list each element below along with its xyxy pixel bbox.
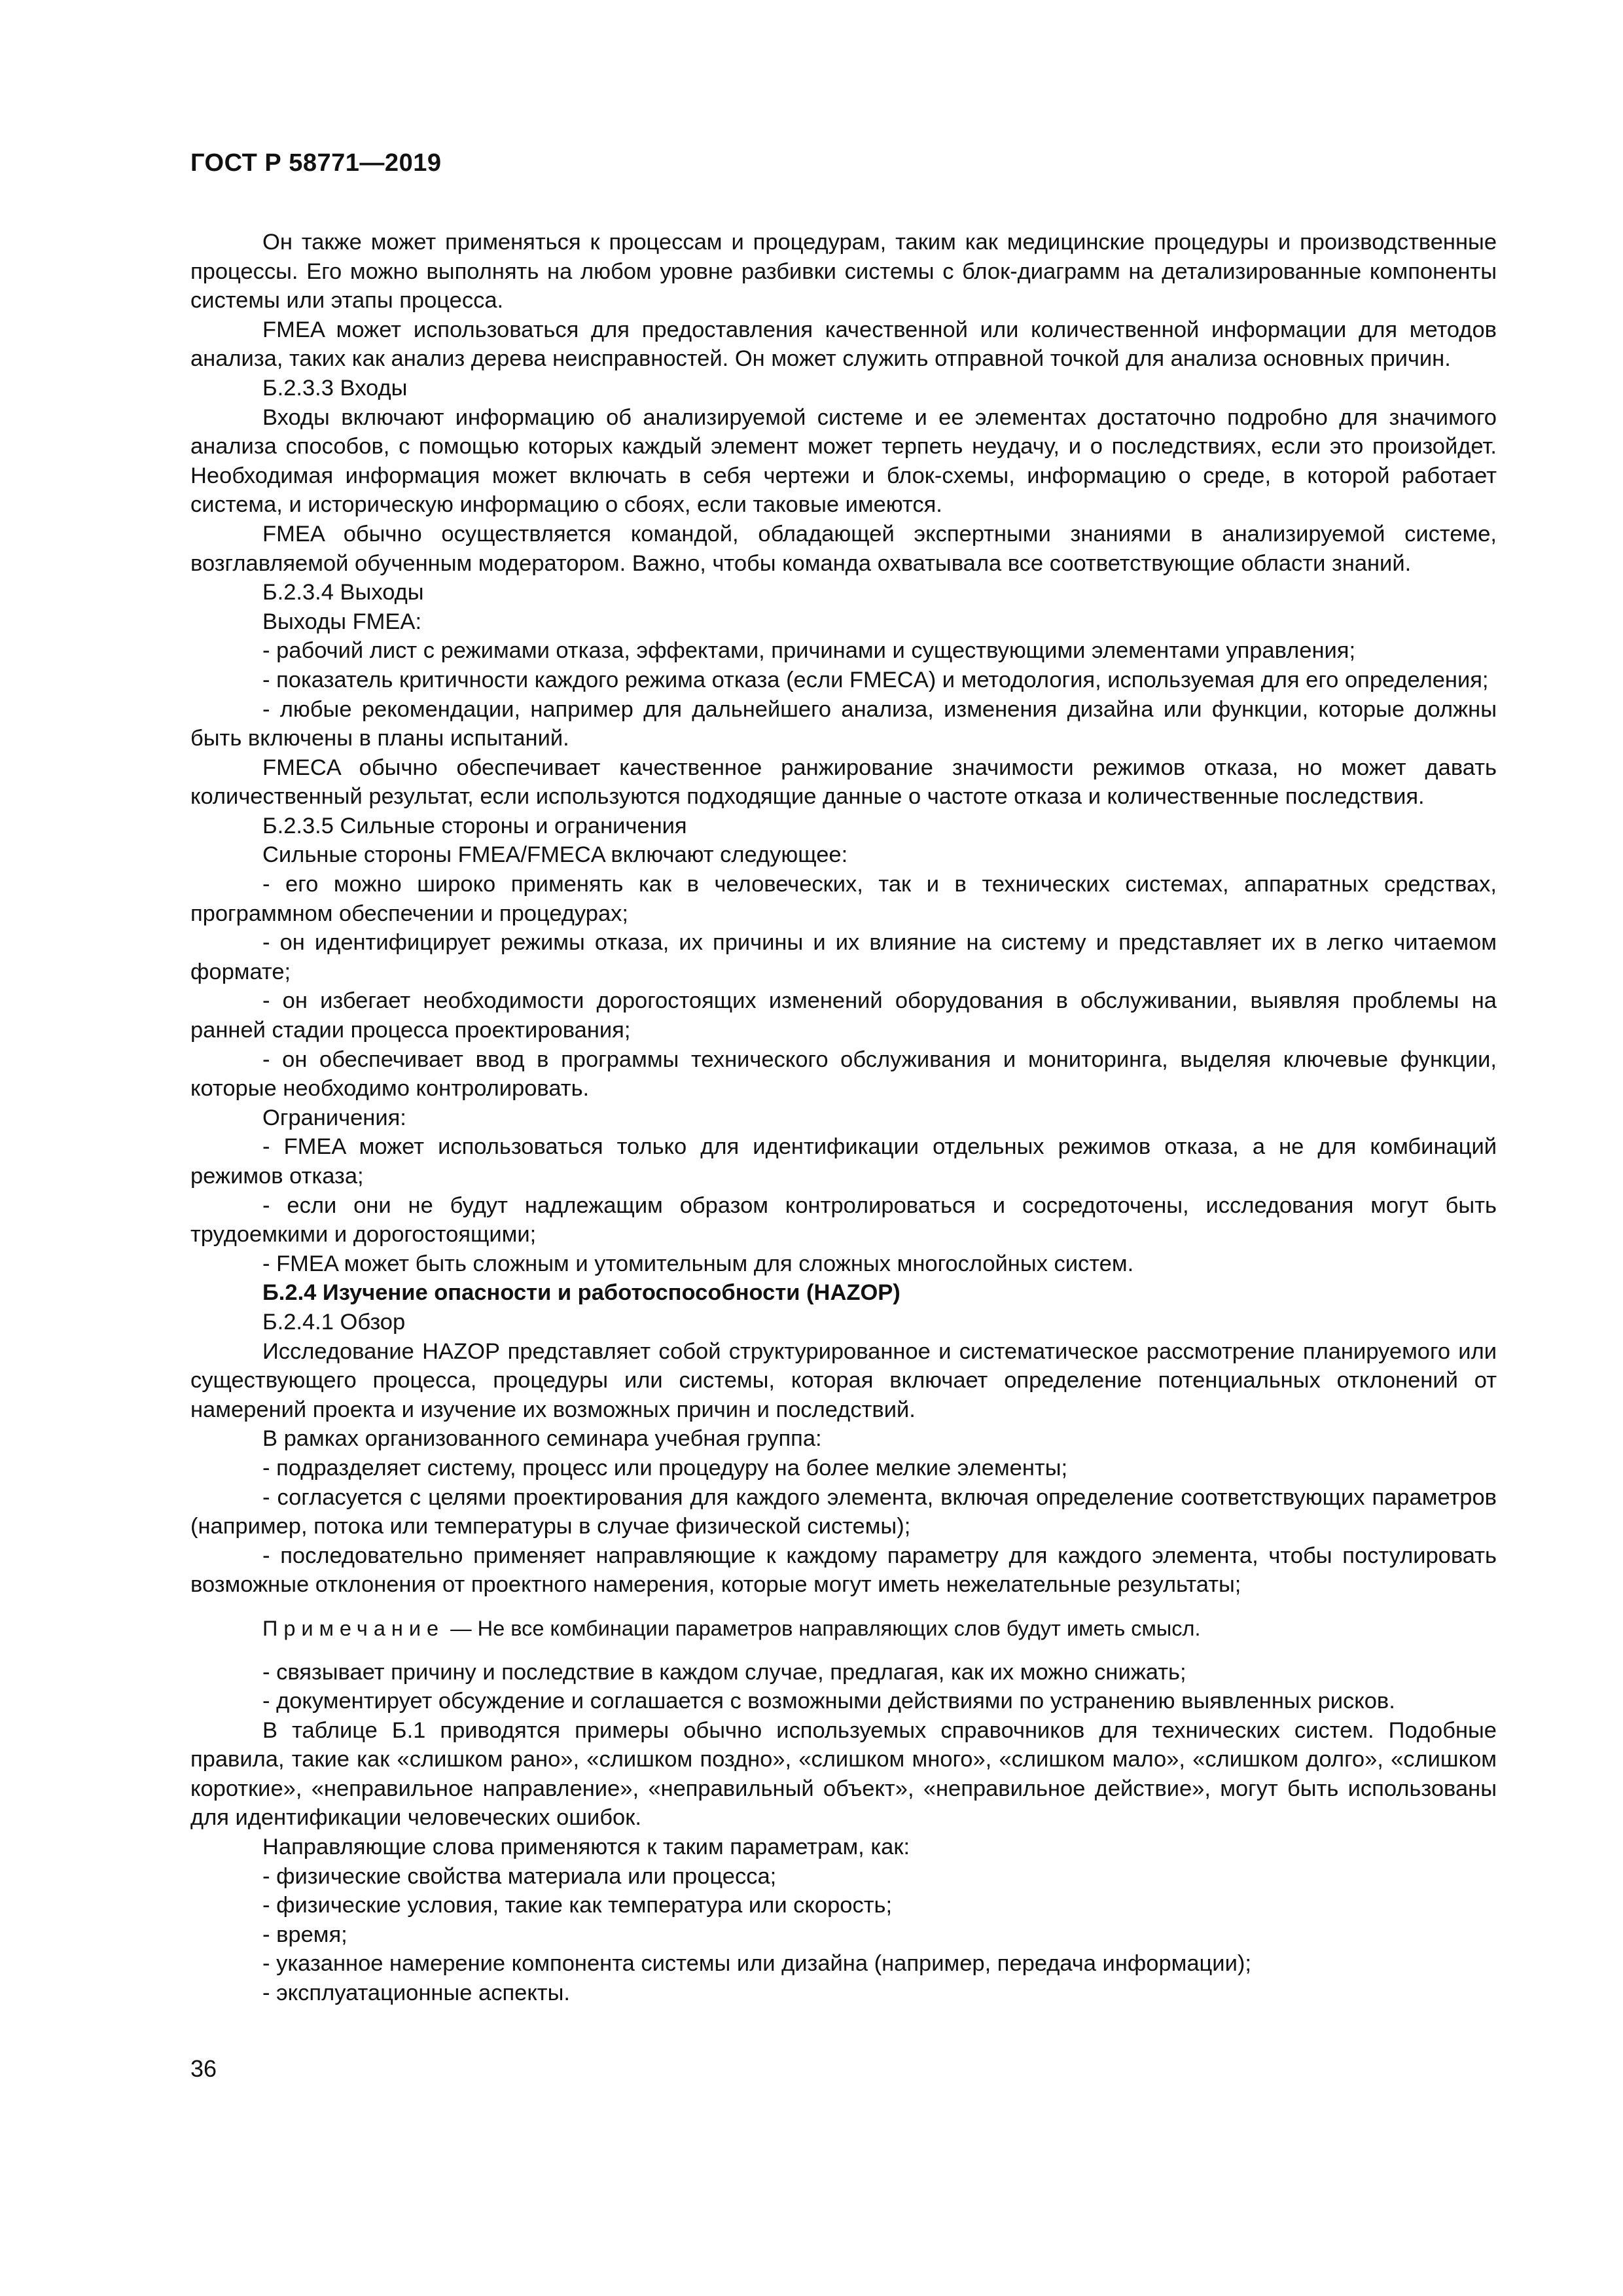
body-paragraph: Б.2.3.4 Выходы	[262, 580, 424, 605]
page-number: 36	[190, 2055, 217, 2082]
body-paragraph: FMECA обычно обеспечивает качественное ранжирование значимости режимов отказа, но может давать количественный результат, если используются подходящие данные о частоте отказа и количественные последствия.	[190, 755, 1497, 810]
paragraphs-before-note	[190, 228, 1497, 1600]
note-paragraph	[190, 1614, 1497, 1643]
body-paragraph: - FMEA может быть сложным и утомительным для сложных многослойных систем.	[262, 1251, 1134, 1276]
paragraphs-after-note	[190, 1658, 1497, 2008]
body-paragraph: В рамках организованного семинара учебная группа:	[262, 1426, 822, 1452]
note-text: — Не все комбинации параметров направляющих слов будут иметь смысл.	[444, 1616, 1201, 1640]
body-paragraph: Входы включают информацию об анализируемой системе и ее элементах достаточно подробно для значимого анализа способов, с помощью которых каждый элемент может терпеть неудачу, и о последствиях, если это произойдет. Необходимая информация может включать в себя чертежи и блок-схемы, информацию о среде, в которой работает система, и историческую информацию о сбоях, если таковые имеются.	[190, 404, 1497, 518]
body-paragraph: Ограничения:	[262, 1105, 406, 1130]
body-paragraph: - документирует обсуждение и соглашается с возможными действиями по устранению выявленных рисков.	[262, 1689, 1395, 1714]
body-paragraph: - время;	[262, 1922, 348, 1947]
body-paragraph: - физические условия, такие как температура или скорость;	[262, 1893, 893, 1918]
body-paragraph: - физические свойства материала или процесса;	[262, 1863, 777, 1889]
body-paragraph: - любые рекомендации, например для дальнейшего анализа, изменения дизайна или функции, которые должны быть включены в планы испытаний.	[190, 696, 1497, 751]
body-paragraph: Б.2.3.3 Входы	[262, 375, 408, 401]
body-paragraph: - FMEA может использоваться только для идентификации отдельных режимов отказа, а не для комбинаций режимов отказа;	[190, 1134, 1497, 1189]
body-paragraph: Выходы FMEA:	[262, 609, 422, 634]
body-paragraph: - показатель критичности каждого режима отказа (если FMECA) и методология, используемая для его определения;	[262, 667, 1489, 692]
body-paragraph: - связывает причину и последствие в каждом случае, предлагая, как их можно снижать;	[262, 1659, 1186, 1685]
body-paragraph: - согласуется с целями проектирования для каждого элемента, включая определение соответствующих параметров (например, потока или температуры в случае физической системы);	[190, 1484, 1497, 1539]
body-paragraph: Исследование HAZOP представляет собой структурированное и систематическое рассмотрение планируемого или существующего процесса, процедуры или системы, которая включает определение потенциальных отклонений от намерений проекта и изучение их возможных причин и последствий.	[190, 1338, 1497, 1422]
body-paragraph: - подразделяет систему, процесс или процедуру на более мелкие элементы;	[262, 1455, 1068, 1480]
body-paragraph: - эксплуатационные аспекты.	[262, 1981, 570, 2006]
body-paragraph: Сильные стороны FMEA/FMECA включают следующее:	[262, 842, 848, 868]
body-paragraph: - он идентифицирует режимы отказа, их причины и их влияние на систему и представляет их в легко читаемом формате;	[190, 930, 1497, 984]
body-paragraph: FMEA обычно осуществляется командой, обладающей экспертными знаниями в анализируемой системе, возглавляемой обученным модератором. Важно, чтобы команда охватывала все соответствующие области знаний.	[190, 521, 1497, 576]
body-paragraph: - указанное намерение компонента системы или дизайна (например, передача информации);	[262, 1951, 1251, 1977]
body-paragraph: FMEA может использоваться для предоставления качественной или количественной информации для методов анализа, таких как анализ дерева неисправностей. Он может служить отправной точкой для анализа основных причин.	[190, 317, 1497, 372]
body-paragraph: - он избегает необходимости дорогостоящих изменений оборудования в обслуживании, выявляя проблемы на ранней стадии процесса проектирования;	[190, 988, 1497, 1043]
body-paragraph: - если они не будут надлежащим образом контролироваться и сосредоточены, исследования могут быть трудоемкими и дорогостоящими;	[190, 1193, 1497, 1247]
body-paragraph: Б.2.3.5 Сильные стороны и ограничения	[262, 813, 687, 838]
body-paragraph: - последовательно применяет направляющие к каждому параметру для каждого элемента, чтобы постулировать возможные отклонения от проектного намерения, которые могут иметь нежелательные результаты;	[190, 1543, 1497, 1598]
document-body	[190, 228, 1497, 2008]
section-heading: Б.2.4 Изучение опасности и работоспособности (HAZOP)	[262, 1280, 901, 1306]
note-label: Примечание	[262, 1616, 445, 1640]
body-paragraph: Б.2.4.1 Обзор	[262, 1309, 406, 1335]
body-paragraph: Направляющие слова применяются к таким параметрам, как:	[262, 1835, 910, 1860]
body-paragraph: - он обеспечивает ввод в программы технического обслуживания и мониторинга, выделяя ключевые функции, которые необходимо контролировать.	[190, 1047, 1497, 1102]
body-paragraph: В таблице Б.1 приводятся примеры обычно используемых справочников для технических систем. Подобные правила, такие как «слишком рано», «слишком поздно», «слишком много», «слишком мало», «слишком долго», «слишком короткие», «неправильное направление», «неправильный объект», «неправильное действие», могут быть использованы для идентификации человеческих ошибок.	[190, 1717, 1497, 1831]
body-paragraph: Он также может применяться к процессам и процедурам, таким как медицинские процедуры и производственные процессы. Его можно выполнять на любом уровне разбивки системы с блок-диаграмм на детализированные компоненты системы или этапы процесса.	[190, 230, 1497, 314]
document-header: ГОСТ Р 58771—2019	[190, 149, 442, 177]
body-paragraph: - его можно широко применять как в человеческих, так и в технических системах, аппаратных средствах, программном обеспечении и процедурах;	[190, 872, 1497, 926]
body-paragraph: - рабочий лист с режимами отказа, эффектами, причинами и существующими элементами управления;	[262, 638, 1356, 664]
